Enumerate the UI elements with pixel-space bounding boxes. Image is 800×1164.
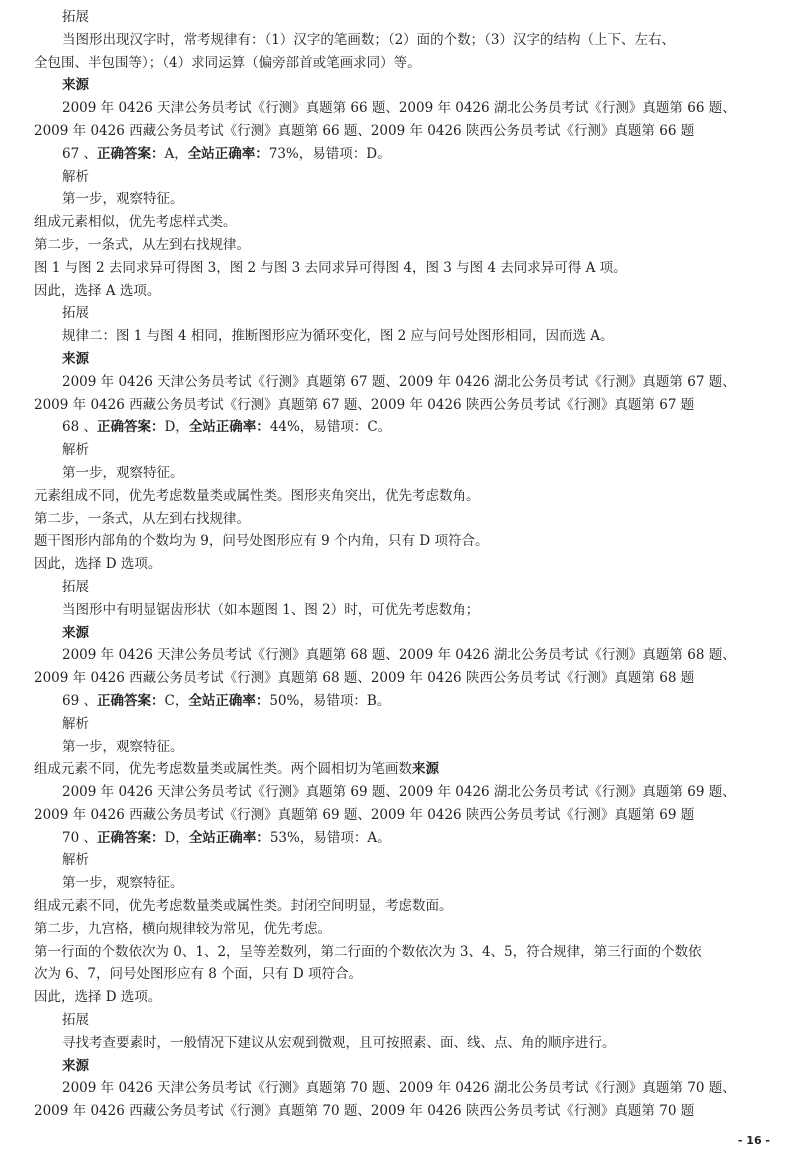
q69-line-1-text: 组成元素不同，优先考虑数量类或属性类。两个圆相切为笔画数	[34, 761, 412, 778]
q70-line-2b: 次为 6、7，问号处图形应有 8 个面，只有 D 项符合。	[34, 966, 363, 983]
q67-answer-value: A，	[164, 145, 188, 162]
q68-number: 68 、	[62, 419, 97, 436]
q68-line-2: 题干图形内部角的个数均为 9，问号处图形应有 9 个内角，只有 D 项符合。	[34, 533, 489, 550]
q67-extension-line-1: 规律二：图 1 与图 4 相同，推断图形应为循环变化，图 2 应与问号处图形相同，因而选 A。	[62, 328, 614, 345]
q67-answer-label: 正确答案：	[96, 145, 165, 162]
q69-source-label: 来源	[412, 761, 439, 778]
q68-rate-label: 全站正确率：	[188, 419, 270, 436]
q67-analysis-label: 解析	[62, 168, 89, 185]
q67-conclusion: 因此，选择 A 选项。	[34, 282, 161, 299]
q69-step-1: 第一步，观察特征。	[62, 738, 184, 755]
q67-answer-line	[34, 143, 772, 166]
q66-extension-line-1: 当图形出现汉字时，常考规律有：（1）汉字的笔画数；（2）面的个数；（3）汉字的结构（上下、左右、	[62, 31, 676, 48]
q66-extension-line-2: 全包围、半包围等）；（4）求同运算（偏旁部首或笔画求同）等。	[34, 54, 421, 71]
q67-step-1: 第一步，观察特征。	[62, 191, 184, 208]
q68-line-1: 元素组成不同，优先考虑数量类或属性类。图形夹角突出，优先考虑数角。	[34, 487, 480, 504]
q67-source-line-1: 2009 年 0426 天津公务员考试《行测》真题第 67 题、2009 年 0426 湖北公务员考试《行测》真题第 67 题、	[62, 373, 736, 390]
q68-analysis-label: 解析	[62, 442, 89, 459]
q69-answer-value: C，	[164, 692, 189, 709]
q67-line-1: 组成元素相似，优先考虑样式类。	[34, 214, 237, 231]
q69-analysis-label: 解析	[62, 715, 89, 732]
q70-answer-label: 正确答案：	[96, 829, 165, 846]
page-content	[34, 6, 772, 1123]
q67-line-2: 图 1 与图 2 去同求异可得图 3，图 2 与图 3 去同求异可得图 4，图 3 与图 4 去同求异可得 A 项。	[34, 259, 627, 276]
q69-answer-label: 正确答案：	[96, 692, 165, 709]
q70-step-2: 第二步，九宫格，横向规律较为常见，优先考虑。	[34, 920, 331, 937]
q70-line-1: 组成元素不同，优先考虑数量类或属性类。封闭空间明显，考虑数面。	[34, 898, 453, 915]
q70-rate-value: 53%，易错项：A。	[269, 829, 391, 846]
q69-answer-line	[34, 690, 772, 713]
q70-answer-value: D，	[164, 829, 189, 846]
q68-step-1: 第一步，观察特征。	[62, 464, 184, 481]
q70-extension-label: 拓展	[62, 1012, 89, 1029]
q67-number: 67 、	[62, 145, 97, 162]
q67-source-label: 来源	[62, 350, 89, 367]
q69-rate-value: 50%，易错项：B。	[269, 692, 391, 709]
q66-source-line-1: 2009 年 0426 天津公务员考试《行测》真题第 66 题、2009 年 0426 湖北公务员考试《行测》真题第 66 题、	[62, 100, 736, 117]
q68-extension-line-1: 当图形中有明显锯齿形状（如本题图 1、图 2）时，可优先考虑数角；	[62, 601, 480, 618]
q67-rate-value: 73%，易错项：D。	[268, 145, 391, 162]
q69-rate-label: 全站正确率：	[188, 692, 270, 709]
q68-source-line-1: 2009 年 0426 天津公务员考试《行测》真题第 68 题、2009 年 0426 湖北公务员考试《行测》真题第 68 题、	[62, 647, 736, 664]
page-number: - 16 -	[737, 1134, 770, 1147]
q68-source-label: 来源	[62, 624, 89, 641]
q70-conclusion: 因此，选择 D 选项。	[34, 989, 162, 1006]
q67-step-2: 第二步，一条式，从左到右找规律。	[34, 236, 250, 253]
q69-number: 69 、	[62, 692, 97, 709]
q68-answer-label: 正确答案：	[96, 419, 165, 436]
q67-rate-label: 全站正确率：	[187, 145, 269, 162]
q67-extension-label: 拓展	[62, 305, 89, 322]
q66-source-line-2: 2009 年 0426 西藏公务员考试《行测》真题第 66 题、2009 年 0426 陕西公务员考试《行测》真题第 66 题	[34, 122, 695, 139]
q68-source-line-2: 2009 年 0426 西藏公务员考试《行测》真题第 68 题、2009 年 0426 陕西公务员考试《行测》真题第 68 题	[34, 670, 695, 687]
q68-answer-line	[34, 416, 772, 439]
q68-conclusion: 因此，选择 D 选项。	[34, 556, 162, 573]
q70-rate-label: 全站正确率：	[188, 829, 270, 846]
q68-answer-value: D，	[164, 419, 189, 436]
q70-source-line-1: 2009 年 0426 天津公务员考试《行测》真题第 70 题、2009 年 0426 湖北公务员考试《行测》真题第 70 题、	[62, 1080, 736, 1097]
q70-line-2a: 第一行面的个数依次为 0、1、2，呈等差数列，第二行面的个数依次为 3、4、5，符合规律，第三行面的个数依	[34, 943, 702, 960]
q68-rate-value: 44%，易错项：C。	[269, 419, 392, 436]
q66-source-label: 来源	[62, 77, 89, 94]
q66-extension-label: 拓展	[62, 9, 89, 25]
q69-source-line-1: 2009 年 0426 天津公务员考试《行测》真题第 69 题、2009 年 0426 湖北公务员考试《行测》真题第 69 题、	[62, 784, 736, 801]
q70-step-1: 第一步，观察特征。	[62, 875, 184, 892]
q67-source-line-2: 2009 年 0426 西藏公务员考试《行测》真题第 67 题、2009 年 0426 陕西公务员考试《行测》真题第 67 题	[34, 396, 695, 413]
q70-answer-line	[34, 827, 772, 850]
q70-source-line-2: 2009 年 0426 西藏公务员考试《行测》真题第 70 题、2009 年 0426 陕西公务员考试《行测》真题第 70 题	[34, 1103, 695, 1120]
q69-source-line-2: 2009 年 0426 西藏公务员考试《行测》真题第 69 题、2009 年 0426 陕西公务员考试《行测》真题第 69 题	[34, 806, 695, 823]
q70-extension-line-1: 寻找考查要素时，一般情况下建议从宏观到微观，且可按照素、面、线、点、角的顺序进行。	[62, 1034, 616, 1051]
q68-extension-label: 拓展	[62, 578, 89, 595]
q69-line-1	[34, 758, 772, 781]
q70-source-label: 来源	[62, 1057, 89, 1074]
q68-step-2: 第二步，一条式，从左到右找规律。	[34, 510, 250, 527]
q70-analysis-label: 解析	[62, 852, 89, 869]
q70-number: 70 、	[62, 829, 97, 846]
